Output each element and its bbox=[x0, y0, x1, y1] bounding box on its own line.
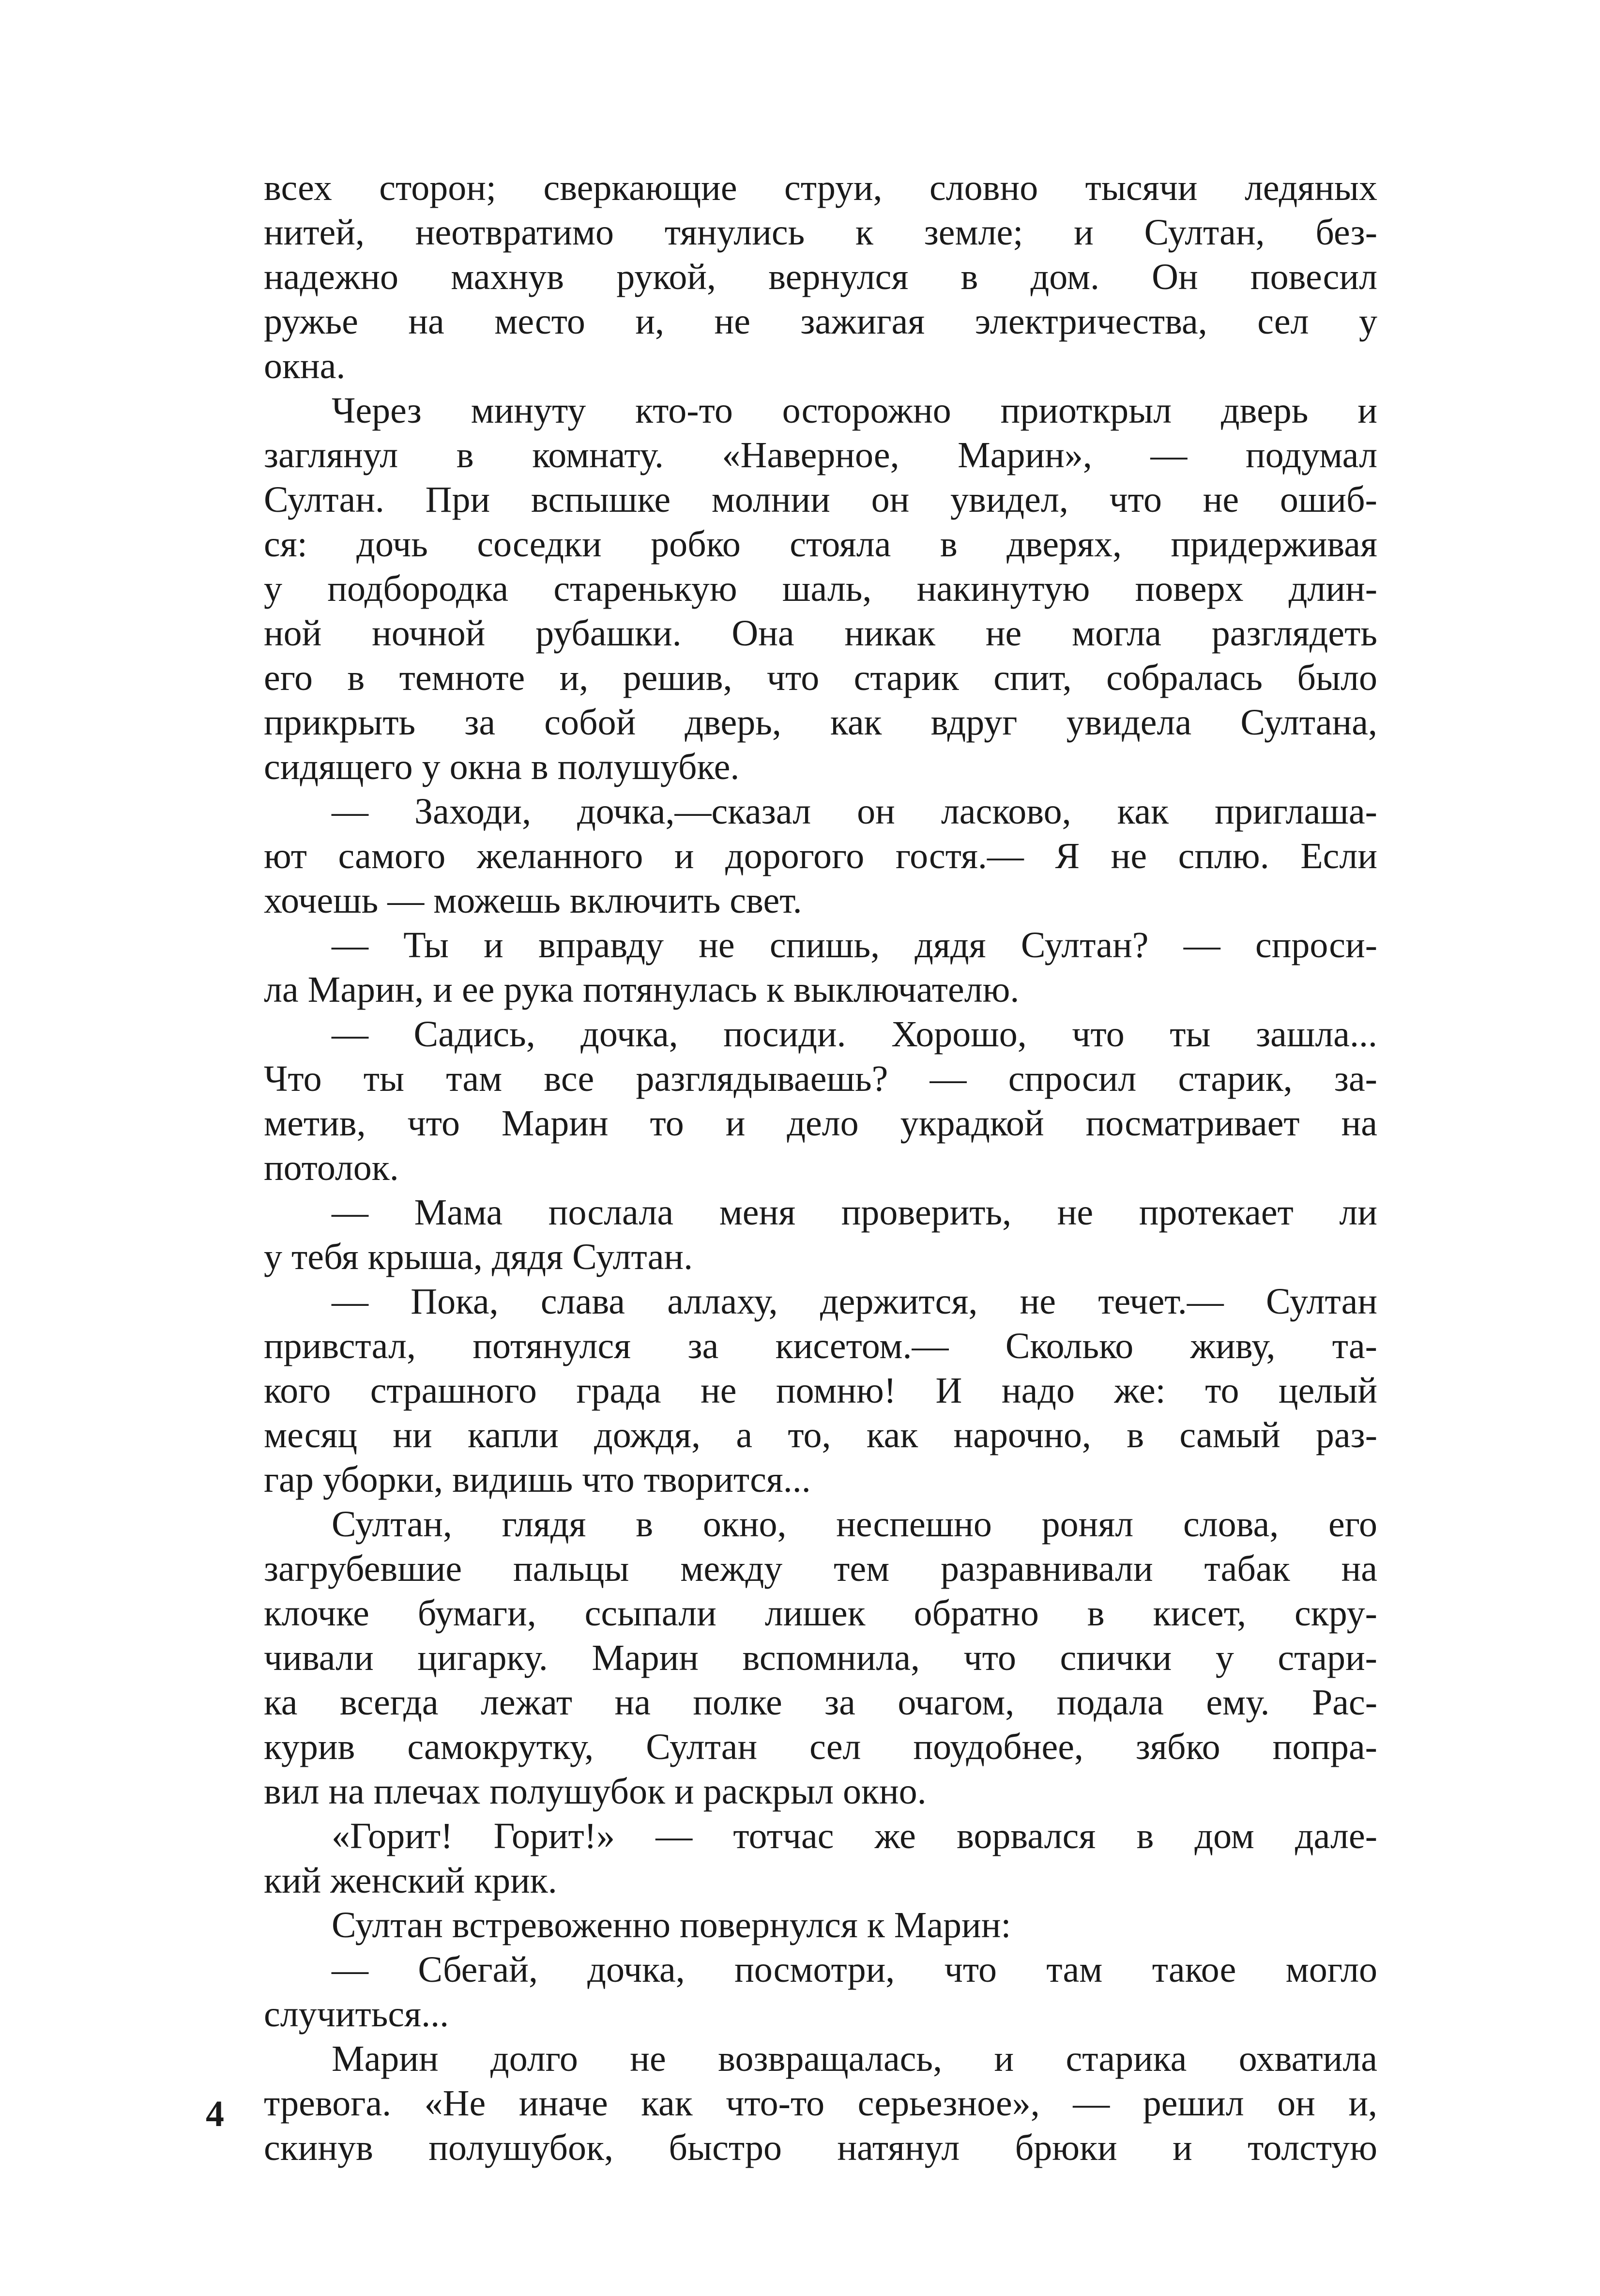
text-line: Султан встревоженно повернулся к Марин: bbox=[332, 1905, 1011, 1945]
text-line: курив самокрутку, Султан сел поудобнее, зябко попра- bbox=[264, 1727, 1377, 1767]
text-line: окна. bbox=[264, 346, 346, 386]
text-line: — Сбегай, дочка, посмотри, что там такое могло bbox=[332, 1949, 1377, 1990]
text-line: чивали цигарку. Марин вспомнила, что спички у стари- bbox=[264, 1638, 1377, 1678]
text-line: хочешь — можешь включить свет. bbox=[264, 880, 802, 921]
text-line: Марин долго не возвращалась, и старика охватила bbox=[332, 2038, 1377, 2079]
text-line: ла Марин, и ее рука потянулась к выключателю. bbox=[264, 969, 1020, 1010]
text-line: загрубевшие пальцы между тем разравнивали табак на bbox=[264, 1548, 1377, 1589]
text-line: надежно махнув рукой, вернулся в дом. Он повесил bbox=[264, 257, 1377, 297]
text-line: Через минуту кто-то осторожно приоткрыл дверь и bbox=[332, 390, 1377, 431]
text-line: прикрыть за собой дверь, как вдруг увидела Султана, bbox=[264, 702, 1377, 743]
text-line: вил на плечах полушубок и раскрыл окно. bbox=[264, 1771, 927, 1812]
text-line: ся: дочь соседки робко стояла в дверях, придерживая bbox=[264, 524, 1377, 565]
text-line: у подбородка старенькую шаль, накинутую поверх длин- bbox=[264, 568, 1377, 609]
text-line: его в темноте и, решив, что старик спит, собралась было bbox=[264, 658, 1377, 698]
text-line: Султан. При вспышке молнии он увидел, что не ошиб- bbox=[264, 479, 1377, 520]
text-line: Что ты там все разглядываешь? — спросил старик, за- bbox=[264, 1058, 1377, 1099]
page-number: 4 bbox=[206, 2094, 224, 2134]
text-line: всех сторон; сверкающие струи, словно тысячи ледяных bbox=[264, 168, 1377, 208]
text-line: случиться... bbox=[264, 1994, 449, 2035]
text-line: скинув полушубок, быстро натянул брюки и толстую bbox=[264, 2128, 1377, 2168]
text-line: «Горит! Горит!» — тотчас же ворвался в дом дале- bbox=[332, 1816, 1377, 1856]
text-line: месяц ни капли дождя, а то, как нарочно, в самый раз- bbox=[264, 1415, 1377, 1455]
text-line: потолок. bbox=[264, 1148, 399, 1188]
text-line: ной ночной рубашки. Она никак не могла разглядеть bbox=[264, 613, 1377, 654]
text-line: ка всегда лежат на полке за очагом, подала ему. Рас- bbox=[264, 1682, 1377, 1723]
body-text bbox=[264, 166, 1377, 2170]
text-line: кого страшного града не помню! И надо же: то целый bbox=[264, 1370, 1377, 1411]
text-line: сидящего у окна в полушубке. bbox=[264, 747, 740, 787]
text-line: Султан, глядя в окно, неспешно ронял слова, его bbox=[332, 1504, 1377, 1545]
text-line: — Заходи, дочка,—сказал он ласково, как приглаша- bbox=[332, 791, 1377, 832]
text-line: кий женский крик. bbox=[264, 1860, 557, 1901]
text-line: ют самого желанного и дорогого гостя.— Я не сплю. Если bbox=[264, 836, 1377, 876]
text-line: метив, что Марин то и дело украдкой посматривает на bbox=[264, 1103, 1377, 1144]
text-line: привстал, потянулся за кисетом.— Сколько живу, та- bbox=[264, 1326, 1377, 1366]
text-line: — Пока, слава аллаху, держится, не течет.— Султан bbox=[332, 1281, 1377, 1322]
text-line: заглянул в комнату. «Наверное, Марин», — подумал bbox=[264, 435, 1377, 475]
text-line: ружье на место и, не зажигая электричества, сел у bbox=[264, 301, 1377, 342]
text-line: — Мама послала меня проверить, не протекает ли bbox=[332, 1192, 1377, 1233]
text-line: — Ты и вправду не спишь, дядя Султан? — спроси- bbox=[332, 925, 1377, 965]
text-line: тревога. «Не иначе как что-то серьезное», — решил он и, bbox=[264, 2083, 1377, 2124]
text-line: у тебя крыша, дядя Султан. bbox=[264, 1237, 693, 1277]
text-line: гар уборки, видишь что творится... bbox=[264, 1459, 811, 1500]
text-line: нитей, неотвратимо тянулись к земле; и Султан, без- bbox=[264, 212, 1377, 253]
text-line: — Садись, дочка, посиди. Хорошо, что ты зашла... bbox=[332, 1014, 1377, 1055]
text-line: клочке бумаги, ссыпали лишек обратно в кисет, скру- bbox=[264, 1593, 1377, 1634]
